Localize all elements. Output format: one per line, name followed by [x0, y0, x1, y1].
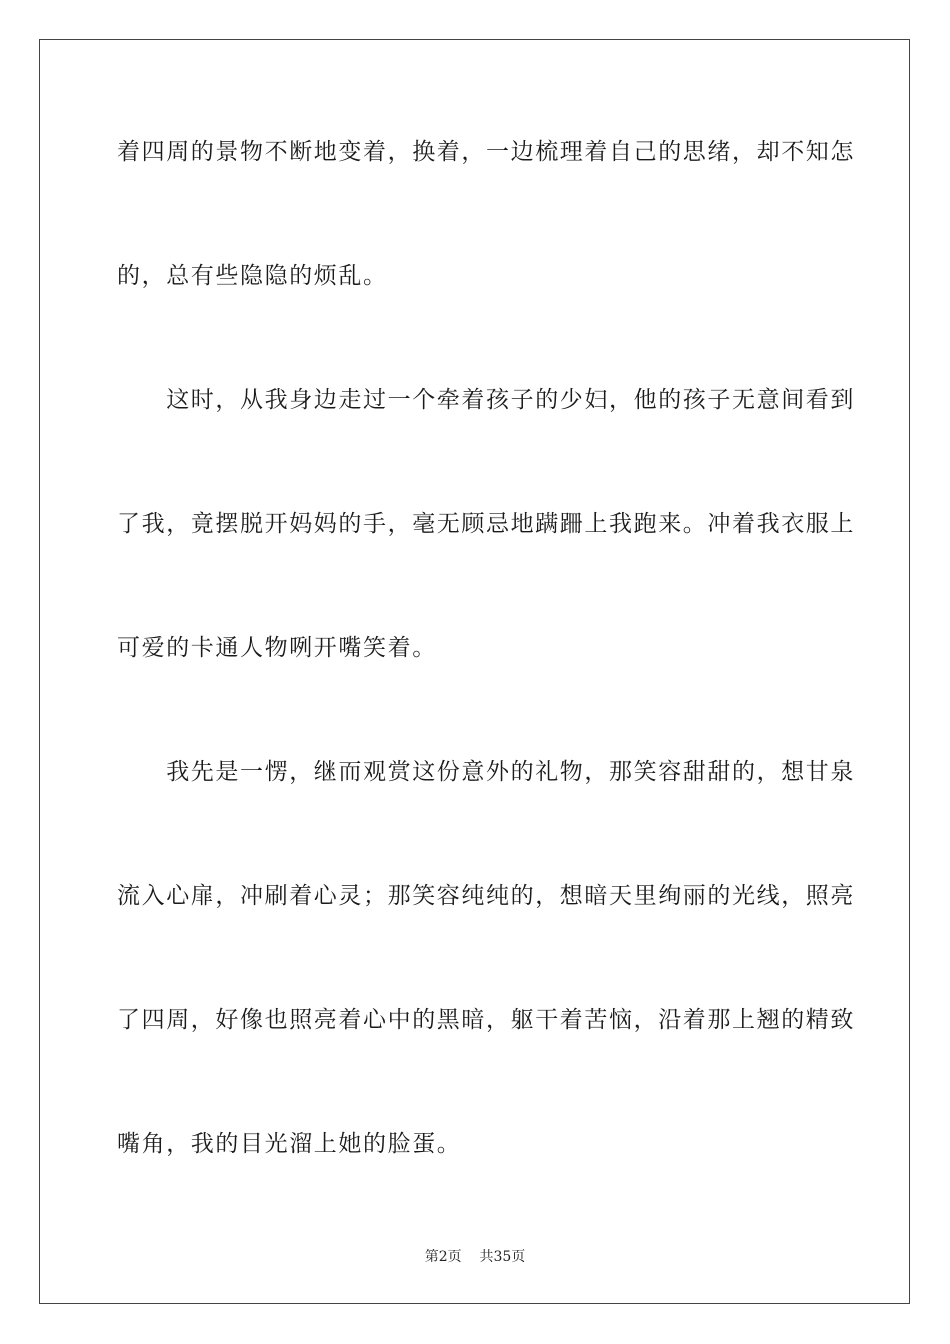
page-border — [39, 39, 910, 1304]
text-line: 的，总有些隐隐的烦乱。 — [117, 263, 388, 289]
text-line: 流入心扉，冲刷着心灵；那笑容纯纯的，想暗天里绚丽的光线，照亮 — [117, 883, 855, 909]
text-line: 我先是一愣，继而观赏这份意外的礼物，那笑容甜甜的，想甘泉 — [117, 759, 855, 785]
text-line: 着四周的景物不断地变着，换着，一边梳理着自己的思绪，却不知怎 — [117, 139, 855, 165]
page-number: 第2页 — [424, 1249, 462, 1265]
text-line: 这时，从我身边走过一个牵着孩子的少妇，他的孩子无意间看到 — [117, 387, 855, 413]
page-footer — [0, 1248, 950, 1266]
text-line: 嘴角，我的目光溜上她的脸蛋。 — [117, 1131, 462, 1157]
text-line: 可爱的卡通人物咧开嘴笑着。 — [117, 635, 437, 661]
text-line: 了我，竟摆脱开妈妈的手，毫无顾忌地蹒跚上我跑来。冲着我衣服上 — [117, 511, 855, 537]
total-pages: 共35页 — [479, 1249, 526, 1265]
text-line: 了四周，好像也照亮着心中的黑暗，躯干着苦恼，沿着那上翘的精致 — [117, 1007, 855, 1033]
